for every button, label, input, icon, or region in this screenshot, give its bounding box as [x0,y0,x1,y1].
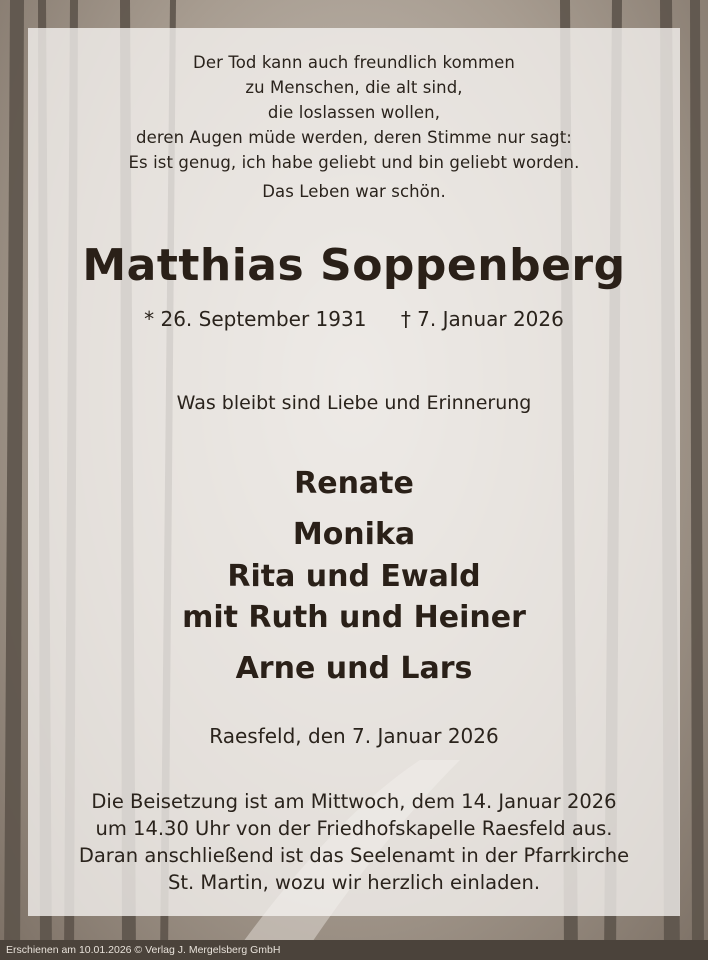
funeral-notice [28,788,680,896]
place-date: Raesfeld, den 7. Januar 2026 [209,724,499,748]
poem-line: Das Leben war schön. [262,182,446,201]
poem-line: Der Tod kann auch freundlich kommen [193,53,515,72]
notice-line: um 14.30 Uhr von der Friedhofskapelle Raesfeld aus. [95,817,613,840]
birth-date: * 26. September 1931 [144,307,367,331]
family-member: mit Ruth und Heiner [182,600,526,635]
poem-line: zu Menschen, die alt sind, [245,78,463,97]
family-member: Monika [292,517,416,552]
poem-line: deren Augen müde werden, deren Stimme nur sagt: [136,128,572,147]
notice-line: St. Martin, wozu wir herzlich einladen. [167,871,541,894]
family-member: Arne und Lars [235,651,473,686]
notice-line: Die Beisetzung ist am Mittwoch, dem 14. Januar 2026 [91,790,617,813]
poem [28,50,680,204]
motto: Was bleibt sind Liebe und Erinnerung [176,392,532,414]
notice-line: Daran anschließend ist das Seelenamt in der Pfarrkirche [78,844,630,867]
obituary-content [28,28,680,916]
family-member: Rita und Ewald [227,559,481,594]
publication-footer: Erschienen am 10.01.2026 © Verlag J. Mergelsberg GmbH [0,940,708,960]
life-dates [28,307,680,331]
death-date: † 7. Januar 2026 [400,307,564,331]
deceased-name: Matthias Soppenberg [82,240,626,291]
poem-line: Es ist genug, ich habe geliebt und bin geliebt worden. [128,153,580,172]
poem-line: die loslassen wollen, [267,103,441,122]
family-member: Renate [294,466,414,501]
